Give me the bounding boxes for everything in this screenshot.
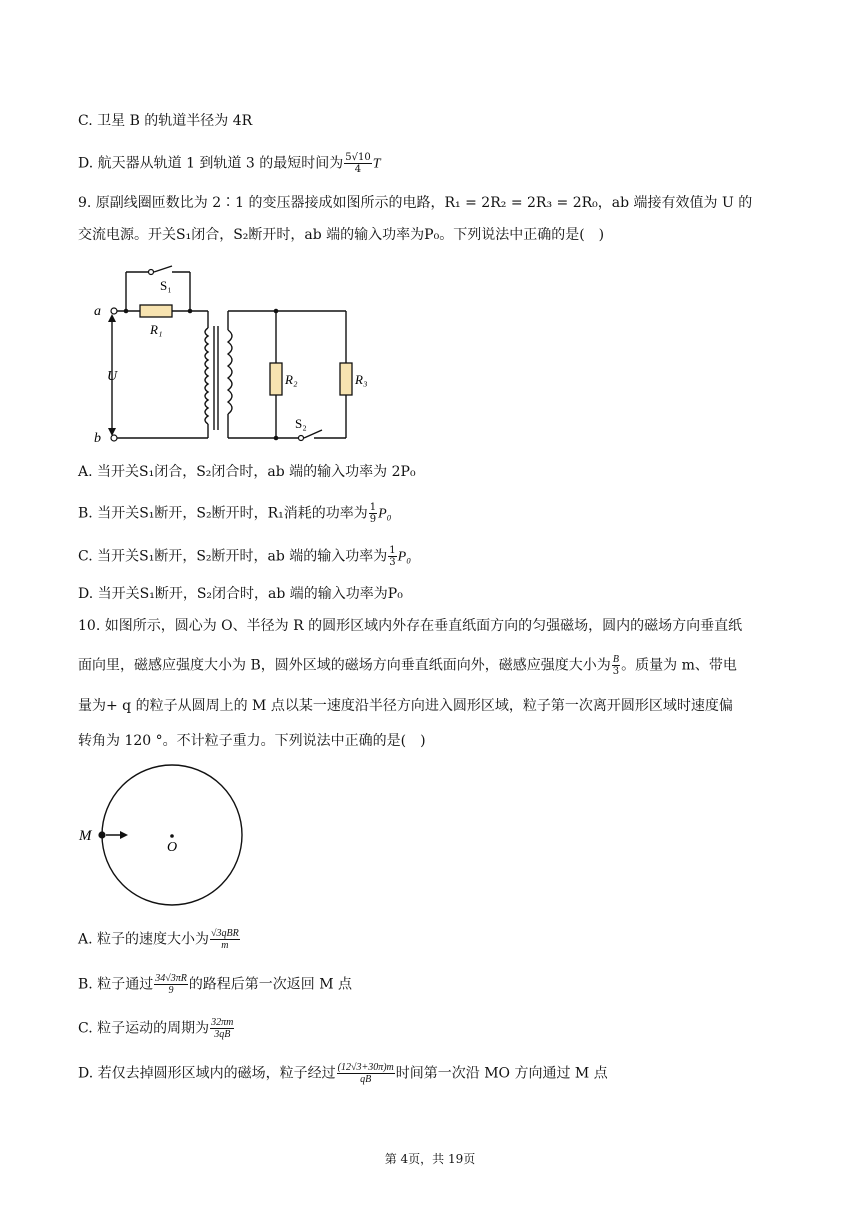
point-m-label: M — [79, 828, 92, 844]
q10-option-c: C. 粒子运动的周期为 $\frac{32\pi m}{3qB}$ — [78, 1017, 234, 1040]
q8-option-d-text: D. 航天器从轨道 1 到轨道 3 的最短时间为 — [78, 155, 344, 172]
q9-stem-line1: 9. 原副线圈匝数比为 2∶1 的变压器接成如图所示的电路，R₁ = 2R₂ = 2R₃ = 2R₀，ab 端接有效值为 U 的 — [78, 195, 753, 211]
switch-s2-label: S₂ — [295, 416, 307, 431]
terminal-b-label: b — [94, 431, 101, 446]
q8-option-d: D. 航天器从轨道 1 到轨道 3 的最短时间为 $\frac{5√10}{4}$ T — [78, 152, 381, 175]
q10-stem-fraction: $\frac{B}{3}$ — [612, 654, 620, 677]
r2-label: R₂ — [285, 372, 298, 387]
r1-resistor — [140, 305, 172, 317]
q10-option-b-fraction: $\frac{34√3\pi R}{9}$ — [155, 973, 187, 996]
q9-stem-line2: 交流电源。开关S₁闭合，S₂断开时，ab 端的输入功率为P₀。下列说法中正确的是( ) — [78, 227, 605, 243]
point-m-dot — [98, 831, 105, 838]
q9-option-c: C. 当开关S₁断开，S₂断开时，ab 端的输入功率为 $\frac{1}{3}$ P₀ — [78, 545, 412, 568]
center-o-dot — [170, 834, 174, 838]
q9-option-b-fraction: $\frac{1}{9}$ — [369, 502, 377, 525]
page-footer: 第 4页，共 19页 — [384, 1152, 476, 1166]
q10-option-d: D. 若仅去掉圆形区域内的磁场，粒子经过 $\frac{(12√3+30\pi)m}{qB}$ 时间第一次沿 MO 方向通过 M 点 — [78, 1062, 608, 1085]
q10-stem-line3: 量为+ q 的粒子从圆周上的 M 点以某一速度沿半径方向进入圆形区域，粒子第一次离开圆形区域时速度偏 — [78, 698, 733, 714]
q9-option-d: D. 当开关S₁断开，S₂闭合时，ab 端的输入功率为P₀ — [78, 586, 403, 602]
switch-s1-label: S₁ — [160, 278, 172, 293]
velocity-arrow-icon — [120, 831, 128, 839]
r3-resistor — [340, 363, 352, 395]
q10-stem-line4: 转角为 120 °。不计粒子重力。下列说法中正确的是( ) — [78, 733, 426, 749]
q9-circuit-figure — [90, 258, 368, 448]
r2-resistor — [270, 363, 282, 395]
q10-option-a-fraction: $\frac{\text{√3qBR}}{m}$ — [211, 928, 239, 951]
q10-option-d-fraction: $\frac{(12√3+30\pi)m}{qB}$ — [337, 1062, 394, 1085]
q10-option-a: A. 粒子的速度大小为 $\frac{\text{√3qBR}}{m}$ — [78, 928, 239, 951]
q9-option-b: B. 当开关S₁断开，S₂断开时，R₁消耗的功率为 $\frac{1}{9}$ P₀ — [78, 502, 392, 525]
r3-label: R₃ — [355, 372, 368, 387]
center-o-label: O — [167, 840, 178, 855]
q9-option-a: A. 当开关S₁闭合，S₂闭合时，ab 端的输入功率为 2P₀ — [78, 464, 416, 480]
r1-label: R₁ — [150, 322, 163, 337]
q10-stem-line2: 面向里，磁感应强度大小为 B，圆外区域的磁场方向垂直纸面向外，磁感应强度大小为 $\frac{B}{3}$ 。质量为 m、带电 — [78, 654, 737, 677]
voltage-u-label: U — [107, 369, 118, 384]
terminal-a-label: a — [94, 304, 101, 319]
q10-stem-line1: 10. 如图所示，圆心为 O、半径为 R 的圆形区域内外存在垂直纸面方向的匀强磁场，圆内的磁场方向垂直纸 — [78, 618, 743, 634]
q10-option-b: B. 粒子通过 $\frac{34√3\pi R}{9}$ 的路程后第一次返回 M 点 — [78, 973, 353, 996]
q8-option-d-fraction: $\frac{5√10}{4}$ — [345, 152, 371, 175]
q8-option-c: C. 卫星 B 的轨道半径为 4R — [78, 113, 253, 129]
q10-circle-figure — [76, 762, 252, 914]
q10-option-c-fraction: $\frac{32\pi m}{3qB}$ — [211, 1017, 234, 1040]
q9-option-c-fraction: $\frac{1}{3}$ — [389, 545, 396, 568]
